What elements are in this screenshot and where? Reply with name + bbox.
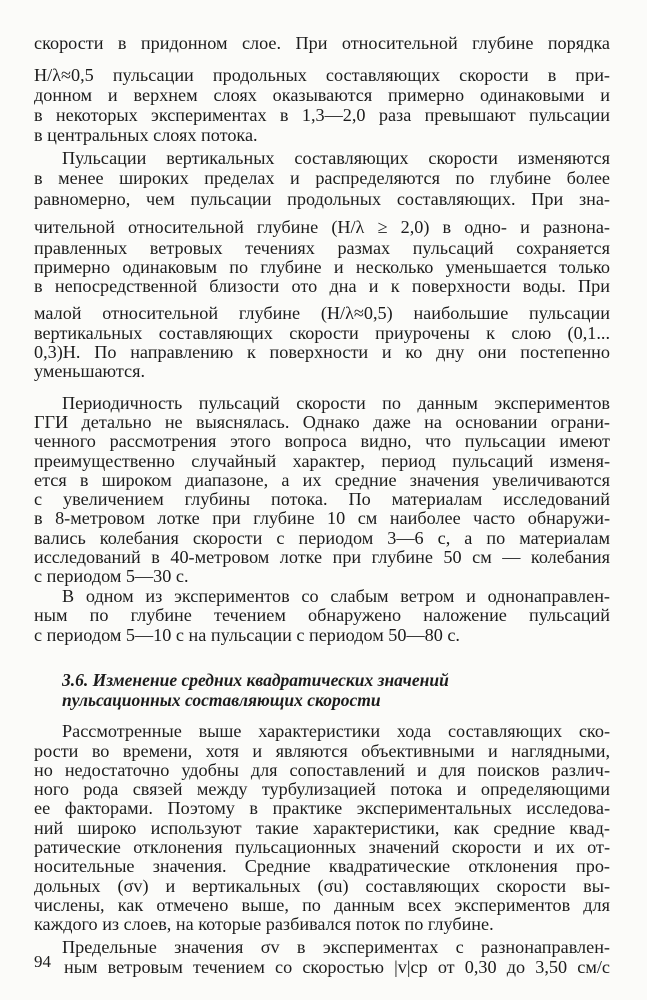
- text-line: с периодом 5—30 с.: [34, 566, 189, 586]
- text-line: H/λ≈0,5 пульсации продольных составляющих скорости в при-: [34, 65, 610, 85]
- text-line: в некоторых экспериментах в 1,3—2,0 раза превышают пульсации: [34, 105, 610, 125]
- text-line: ченного рассмотрения этого вопроса видно, что пульсации имеют: [34, 431, 610, 451]
- text-line: исследований в 40-метровом лотке при глубине 50 см — колебания: [34, 547, 610, 567]
- text-line: преимущественно случайный характер, период пульсаций изменя-: [34, 451, 610, 471]
- text-line: ным по глубине течением обнаружено наложение пульсаций: [34, 605, 610, 625]
- text-line: малой относительной глубине (H/λ≈0,5) наибольшие пульсации: [34, 303, 610, 323]
- text-line: Периодичность пульсаций скорости по данным экспериментов: [62, 393, 610, 413]
- text-line: рости во времени, хотя и являются объективными и наглядными,: [34, 741, 610, 761]
- text-line: В одном из экспериментов со слабым ветром и однонаправлен-: [62, 586, 610, 606]
- text-line: но недостаточно удобны для сопоставлений и для поисков различ-: [34, 760, 610, 780]
- text-line: скорости в придонном слое. При относительной глубине порядка: [34, 33, 610, 53]
- text-line: 0,3)H. По направлению к поверхности и ко дну они постепенно: [34, 342, 610, 362]
- text-line: ее факторами. Поэтому в практике экспериментальных исследова-: [34, 798, 610, 818]
- text-line: чительной относительной глубине (H/λ ≥ 2,0) в одно- и разнона-: [34, 217, 610, 237]
- text-line: Предельные значения σv в экспериментах с разнонаправлен-: [62, 937, 610, 957]
- text-line: ратические отклонения пульсационных значений скорости и их от-: [34, 837, 610, 857]
- text-line: вертикальных составляющих скорости приурочены к слою (0,1...: [34, 323, 610, 343]
- text-line: с увеличением глубины потока. По материалам исследований: [34, 489, 610, 509]
- text-line: дольных (σv) и вертикальных (σu) составляющих скорости вы-: [34, 876, 610, 896]
- text-line: каждого из слоев, на которые разбивался поток по глубине.: [34, 914, 494, 934]
- text-line: в 8-метровом лотке при глубине 10 см наиболее часто обнаружи-: [34, 508, 610, 528]
- text-line: числены, как отмечено выше, по данным всех экспериментов для: [34, 895, 610, 915]
- page-number: 94: [34, 952, 51, 971]
- text-line: ется в широком диапазоне, а их средние значения увеличиваются: [34, 470, 610, 490]
- section-heading: пульсационных составляющих скорости: [62, 690, 381, 710]
- text-line: ГГИ детально не выяснялась. Однако даже на основании ограни-: [34, 412, 610, 432]
- text-line: равномерно, чем пульсации продольных составляющих. При зна-: [34, 189, 610, 209]
- section-heading: 3.6. Изменение средних квадратических значений: [62, 670, 449, 690]
- text-line: донном и верхнем слоях оказываются примерно одинаковыми и: [34, 85, 610, 105]
- text-line: уменьшаются.: [34, 361, 146, 381]
- text-line: Рассмотренные выше характеристики хода составляющих ско-: [62, 721, 610, 741]
- text-line: в менее широких пределах и распределяются по глубине более: [34, 168, 610, 188]
- text-line: носительные значения. Средние квадратические отклонения про-: [34, 856, 610, 876]
- text-line: вались колебания скорости с периодом 3—6 с, а по материалам: [34, 528, 610, 548]
- text-line: примерно одинаковым по глубине и несколько уменьшается только: [34, 257, 610, 277]
- text-line: правленных ветровых течениях размах пульсаций сохраняется: [34, 238, 610, 258]
- text-line: в непосредственной близости ото дна и к поверхности воды. При: [34, 276, 610, 296]
- text-line: ний широко используют такие характеристики, как средние квад-: [34, 818, 610, 838]
- text-line: ного рода связей между турбулизацией потока и определяющими: [34, 779, 610, 799]
- text-line: ным ветровым течением со скоростью |v|ср от 0,30 до 3,50 см/с: [64, 957, 610, 977]
- text-line: с периодом 5—10 с на пульсации с периодом 50—80 с.: [34, 625, 460, 645]
- text-line: в центральных слоях потока.: [34, 125, 258, 145]
- text-line: Пульсации вертикальных составляющих скорости изменяются: [62, 148, 610, 168]
